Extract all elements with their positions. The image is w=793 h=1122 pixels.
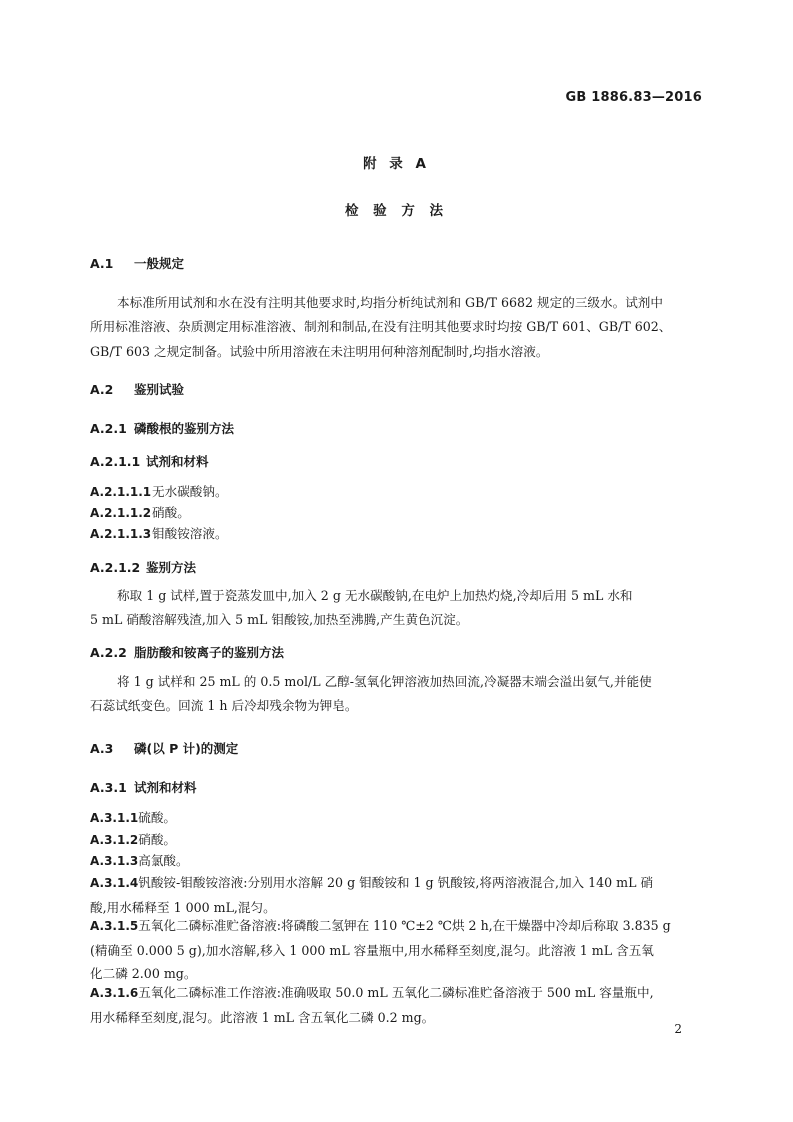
list-item-a314: [90, 871, 704, 919]
appendix-title: 检 验 方 法: [344, 203, 449, 219]
section-title: 试剂和材料: [146, 454, 209, 469]
item-text: 钼酸铵溶液。: [152, 526, 228, 541]
item-text: 硝酸。: [138, 832, 177, 847]
list-item-a316: [90, 981, 704, 1029]
item-number: A.3.1.2: [90, 833, 139, 847]
list-item-a315: [90, 914, 704, 986]
section-title: 试剂和材料: [134, 780, 197, 795]
list-item-a2113: [90, 522, 704, 547]
list-item-a313: [90, 849, 704, 874]
item-text: 高氯酸。: [138, 853, 189, 868]
item-number: A.3.1.3: [90, 854, 139, 868]
appendix-label: 附 录 A: [363, 156, 430, 172]
item-text: 无水碳酸钠。: [152, 484, 228, 499]
section-number: A.3: [90, 741, 114, 756]
section-number: A.2.1.1: [90, 454, 141, 469]
paragraph-line: 称取 1 g 试样,置于瓷蒸发皿中,加入 2 g 无水碳酸钠,在电炉上加热灼烧,冷却后用 5 mL 水和: [117, 588, 633, 603]
paragraph-general-rules: [90, 291, 704, 364]
item-number: A.3.1.5: [90, 919, 139, 933]
paragraph-line: GB/T 603 之规定制备。试验中所用溶液在未注明用何种溶剂配制时,均指水溶液。: [90, 343, 549, 359]
section-number: A.2.1.2: [90, 560, 141, 575]
section-heading-a21: [90, 419, 234, 437]
item-text: 钒酸铵-钼酸铵溶液:分别用水溶解 20 g 钼酸铵和 1 g 钒酸铵,将两溶液混合,加入 140 mL 硝: [138, 875, 654, 890]
section-title: 磷酸根的鉴别方法: [134, 421, 235, 436]
section-number: A.3.1: [90, 780, 127, 795]
item-number: A.3.1.6: [90, 986, 139, 1000]
item-text: 五氧化二磷标准贮备溶液:将磷酸二氢钾在 110 ℃±2 ℃烘 2 h,在干燥器中冷却后称取 3.835 g: [138, 918, 671, 933]
item-number: A.2.1.1.3: [90, 527, 152, 541]
section-heading-a22: [90, 643, 284, 661]
section-number: A.1: [90, 256, 114, 271]
item-text: 硝酸。: [152, 505, 190, 520]
item-text: 化二磷 2.00 mg。: [90, 966, 197, 981]
section-title: 一般规定: [134, 256, 185, 271]
section-heading-a211: [90, 452, 209, 470]
item-number: A.3.1.4: [90, 876, 139, 890]
section-title: 脂肪酸和铵离子的鉴别方法: [134, 645, 285, 660]
paragraph-line: 本标准所用试剂和水在没有注明其他要求时,均指分析纯试剂和 GB/T 6682 规定的三级水。试剂中: [117, 295, 663, 310]
page-number: 2: [674, 1022, 682, 1036]
section-number: A.2.2: [90, 645, 127, 660]
item-text: 用水稀释至刻度,混匀。此溶液 1 mL 含五氧化二磷 0.2 mg。: [90, 1009, 435, 1025]
section-heading-a212: [90, 558, 196, 576]
paragraph-line: 5 mL 硝酸溶解残渣,加入 5 mL 钼酸铵,加热至沸腾,产生黄色沉淀。: [90, 612, 469, 628]
standard-code: GB 1886.83—2016: [565, 90, 702, 105]
list-item-a311: [90, 806, 704, 831]
item-text: 五氧化二磷标准工作溶液:准确吸取 50.0 mL 五氧化二磷标准贮备溶液于 500 mL 容量瓶中,: [138, 985, 654, 1000]
section-title: 鉴别试验: [134, 382, 185, 397]
item-text: 硫酸。: [138, 810, 177, 825]
paragraph-fatty-acid: [90, 670, 704, 719]
section-heading-a3: [90, 739, 238, 757]
section-heading-a1: [90, 254, 184, 272]
section-heading-a31: [90, 778, 197, 796]
section-number: A.2.1: [90, 421, 127, 436]
item-text: 酸,用水稀释至 1 000 mL,混匀。: [90, 899, 276, 915]
section-number: A.2: [90, 382, 114, 397]
paragraph-identification-method: [90, 584, 704, 633]
paragraph-line: 石蕊试纸变色。回流 1 h 后冷却残余物为钾皂。: [90, 698, 358, 714]
section-heading-a2: [90, 380, 184, 398]
item-number: A.3.1.1: [90, 811, 139, 825]
paragraph-line: 将 1 g 试样和 25 mL 的 0.5 mol/L 乙醇-氢氧化钾溶液加热回流,冷凝器末端会溢出氨气,并能使: [117, 674, 652, 689]
section-title: 磷(以 P 计)的测定: [134, 741, 239, 756]
item-number: A.2.1.1.1: [90, 485, 152, 499]
section-title: 鉴别方法: [146, 560, 197, 575]
item-number: A.2.1.1.2: [90, 506, 152, 520]
item-text: (精确至 0.000 5 g),加水溶解,移入 1 000 mL 容量瓶中,用水稀释至刻度,混匀。此溶液 1 mL 含五氧: [90, 942, 654, 958]
paragraph-line: 所用标准溶液、杂质测定用标准溶液、制剂和制品,在没有注明其他要求时均按 GB/T 601、GB/T 602、: [90, 319, 672, 335]
